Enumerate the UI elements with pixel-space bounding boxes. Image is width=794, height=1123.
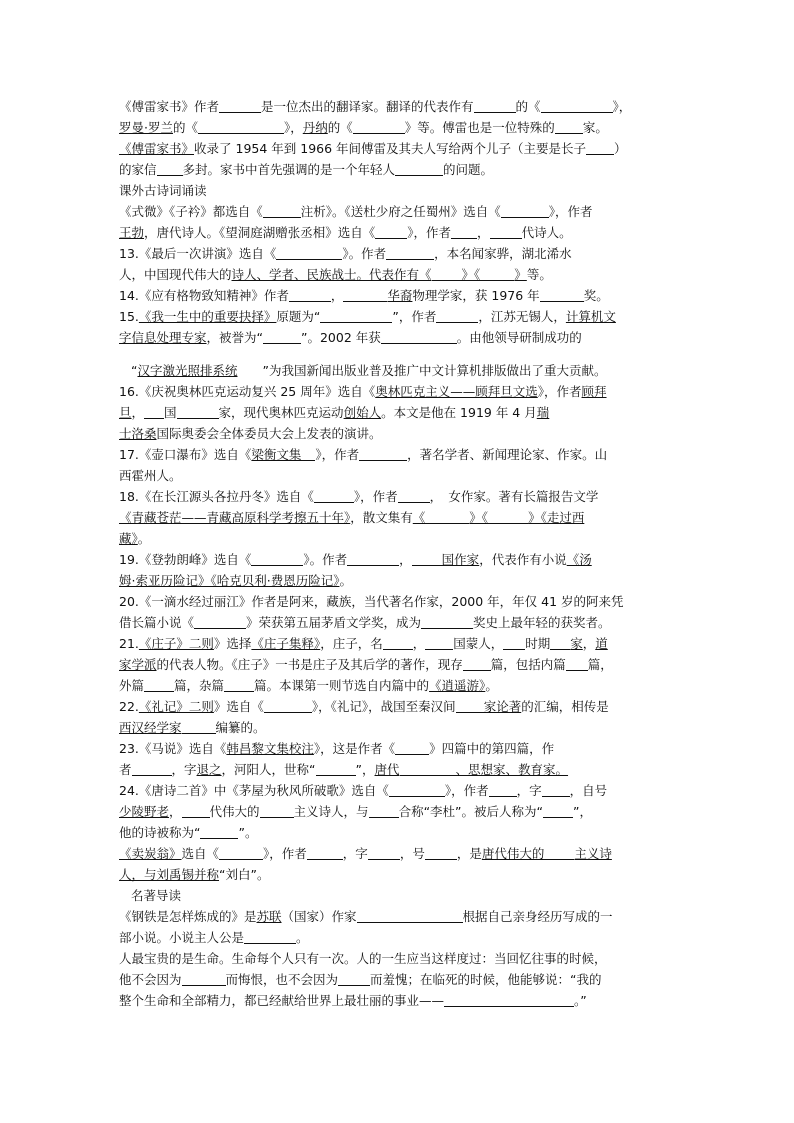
text-run: 人最宝贵的是生命。生命每个人只有一次。人的一生应当这样度过：当回忆往事的时候， — [119, 951, 607, 966]
fill-blank[interactable] — [540, 287, 584, 302]
text-run: 22. — [119, 699, 139, 714]
text-line — [119, 948, 679, 969]
underlined-text: 家论著 — [483, 699, 522, 714]
text-line — [119, 486, 679, 507]
underlined-text: 罗曼·罗兰 — [119, 120, 173, 135]
fill-blank[interactable] — [276, 245, 342, 260]
text-run: 。 — [296, 930, 309, 945]
underlined-text: 梁衡文集 — [251, 447, 302, 462]
text-run: 的《 — [172, 120, 198, 135]
underlined-text: 少陵野老 — [119, 804, 170, 819]
fill-blank[interactable] — [400, 761, 456, 776]
underlined-text: 创始人 — [343, 405, 382, 420]
underlined-text: 《逍遥游》 — [429, 678, 486, 693]
fill-blank[interactable] — [251, 551, 303, 566]
fill-blank[interactable] — [264, 698, 312, 713]
text-run: 16.《庆祝奥林匹克运动复兴 25 周年》选自《 — [119, 384, 376, 399]
text-run: ”。 — [238, 825, 258, 840]
document-body — [119, 96, 679, 1011]
underlined-text: 丹纳 — [302, 120, 328, 135]
text-run: 家，现代奥林匹克运动 — [218, 405, 344, 420]
text-run: ， — [412, 636, 426, 651]
underlined-text: 《我一生中的重要抉择》 — [138, 309, 277, 324]
fill-blank[interactable] — [200, 824, 238, 839]
text-run: 》，《礼记》，战国至秦汉间 — [311, 699, 456, 714]
text-run: 》，作者 — [537, 384, 582, 399]
text-run: 课外古诗词诵读 — [119, 183, 207, 198]
text-run: 的《 — [327, 120, 353, 135]
text-run: 》四篇中的第四篇，作 — [429, 741, 555, 756]
text-run: 多封。家书中首先强调的是一个年轻人 — [182, 162, 396, 177]
fill-blank[interactable] — [320, 308, 392, 323]
fill-blank[interactable] — [425, 635, 453, 650]
text-run: 篇，杂篇 — [174, 678, 225, 693]
fill-blank[interactable] — [544, 845, 574, 860]
text-run: 西霍州人。 — [119, 468, 182, 483]
fill-blank[interactable] — [289, 287, 331, 302]
text-run: 24.《唐诗二首》中《茅屋为秋风所破歌》选自《 — [119, 783, 389, 798]
text-line — [119, 927, 679, 948]
text-run: ， — [169, 804, 182, 819]
text-line — [119, 201, 679, 222]
fill-blank[interactable] — [144, 404, 164, 419]
fill-blank[interactable] — [182, 971, 226, 986]
text-run: 是一位杰出的翻译家。翻译的代表作有 — [261, 99, 474, 114]
text-run: ，是 — [456, 846, 482, 861]
underlined-text: 《庄子集释》 — [251, 636, 321, 651]
text-run: 21. — [119, 636, 139, 651]
text-run: 篇，包括内篇 — [490, 657, 566, 672]
text-run: 。 — [339, 573, 352, 588]
underlined-text: 道 — [595, 636, 608, 651]
text-run: ） — [614, 141, 627, 156]
underlined-text: 《青藏苍茫——青藏高原科学考擦五十年》 — [119, 510, 351, 525]
text-line — [119, 243, 679, 264]
text-run: ， 女作家。著有长篇报告文学 — [429, 489, 599, 504]
text-run: ，字 — [516, 783, 542, 798]
text-line — [119, 306, 679, 327]
fill-blank[interactable] — [425, 509, 469, 524]
fill-blank[interactable] — [307, 845, 343, 860]
text-run: 借长篇小说《 — [119, 615, 195, 630]
text-run: 》， — [284, 120, 303, 135]
text-line — [119, 381, 679, 402]
fill-blank[interactable] — [369, 803, 399, 818]
underlined-text: 士洛桑 — [119, 426, 157, 441]
text-run: 》等。傅雷也是一位特殊的 — [404, 120, 555, 135]
fill-blank[interactable] — [224, 677, 254, 692]
text-run: 篇。本课第一则节选自内篇中的 — [254, 678, 430, 693]
text-line — [119, 138, 679, 159]
text-run: 》选择 — [213, 636, 252, 651]
text-run: 《钢铁是怎样炼成的》是 — [119, 909, 257, 924]
text-run: 编纂的。 — [215, 720, 266, 735]
text-run: 》荣获第五届茅盾文学奖，成为 — [246, 615, 422, 630]
fill-blank[interactable] — [412, 551, 442, 566]
underlined-text: 瑞 — [536, 405, 550, 420]
text-line — [119, 402, 679, 423]
text-line — [119, 696, 679, 717]
underlined-text: 奥林匹克主义——顾拜旦文选 — [375, 384, 538, 399]
underlined-text: 家 — [570, 636, 583, 651]
text-run: ， — [477, 225, 490, 240]
text-line — [119, 738, 679, 759]
text-run: 18.《在长江源头各拉丹冬》选自《 — [119, 489, 314, 504]
text-run: ”， — [355, 762, 375, 777]
text-run: 根据自己亲身经历写成的一 — [462, 909, 613, 924]
underlined-text: 》《 — [469, 510, 489, 525]
fill-blank[interactable] — [503, 635, 525, 650]
text-line — [119, 801, 679, 822]
text-line — [119, 717, 679, 738]
fill-blank[interactable] — [383, 635, 413, 650]
text-line — [119, 180, 679, 201]
text-run: 奖史上最年轻的获奖者。 — [473, 615, 611, 630]
text-line — [119, 549, 679, 570]
text-line — [119, 906, 679, 927]
text-line — [119, 864, 679, 885]
text-run: ， — [330, 288, 344, 303]
text-line — [119, 465, 679, 486]
fill-blank[interactable] — [421, 614, 473, 629]
fill-blank[interactable] — [182, 719, 216, 734]
underlined-text: 字信息处理专家 — [119, 330, 207, 345]
text-line — [119, 264, 679, 285]
underlined-text: 王勃 — [119, 225, 145, 240]
text-line — [119, 528, 679, 549]
text-line — [119, 759, 679, 780]
text-run: 国 — [164, 405, 177, 420]
text-line — [119, 507, 679, 528]
text-line — [119, 843, 679, 864]
text-run: 等。 — [526, 267, 552, 282]
text-line — [119, 822, 679, 843]
text-run: ，河阳人，世称“ — [221, 762, 316, 777]
underlined-text: 家学派 — [119, 657, 157, 672]
fill-blank[interactable] — [490, 224, 522, 239]
fill-blank[interactable] — [357, 908, 463, 923]
text-line — [119, 633, 679, 654]
underlined-text: 《傅雷家书》 — [119, 141, 195, 156]
text-run: 代诗人。 — [521, 225, 572, 240]
text-run: 而悔恨，也不会因为 — [225, 972, 339, 987]
fill-blank[interactable] — [444, 992, 574, 1007]
underlined-text: 人，与刘禹锡并称 — [119, 867, 220, 882]
text-run: 收录了 1954 年到 1966 年间傅雷及其夫人写给两个儿子（主要是长子 — [194, 141, 587, 156]
text-line — [119, 654, 679, 675]
fill-blank[interactable] — [244, 929, 296, 944]
text-run: ，散文集有 — [350, 510, 413, 525]
fill-blank[interactable] — [260, 803, 294, 818]
fill-blank[interactable] — [338, 971, 370, 986]
text-run: 家。 — [582, 120, 608, 135]
fill-blank[interactable] — [489, 782, 517, 797]
text-run: 》，作者 — [353, 489, 398, 504]
text-run: ，字 — [342, 846, 368, 861]
text-run: 外篇 — [119, 678, 145, 693]
text-run: 国际奥委会全体委员大会上发表的演讲。 — [156, 426, 382, 441]
text-run: 13.《最后一次讲演》选自《 — [119, 246, 277, 261]
fill-blank[interactable] — [198, 119, 284, 134]
fill-blank[interactable] — [316, 761, 356, 776]
fill-blank[interactable] — [353, 119, 405, 134]
text-run: ，号 — [399, 846, 425, 861]
text-run: ， — [131, 405, 145, 420]
underlined-text: 姆·索亚历险记》《哈克贝利·费恩历险记》 — [119, 573, 340, 588]
fill-blank[interactable] — [386, 245, 434, 260]
text-run: 15. — [119, 309, 139, 324]
fill-blank[interactable] — [566, 656, 588, 671]
text-run: 国蒙人， — [453, 636, 504, 651]
fill-blank[interactable] — [347, 551, 399, 566]
underlined-text: 诗人、学者、民族战士。代表作有《 — [231, 267, 432, 282]
text-run: 的汇编，相传是 — [521, 699, 609, 714]
text-run: ”为我国新闻出版业普及推广中文计算机排版做出了重大贡献。 — [237, 363, 607, 378]
fill-blank[interactable] — [395, 740, 429, 755]
fill-blank[interactable] — [375, 224, 407, 239]
fill-blank[interactable] — [451, 224, 477, 239]
underlined-text: 藏》 — [119, 531, 138, 546]
text-run: “刘白”。 — [219, 867, 270, 882]
text-run: 物理学家，获 1976 年 — [412, 288, 540, 303]
text-run: 篇， — [587, 657, 613, 672]
text-run: 》，作者 — [315, 447, 360, 462]
text-run: 名著导读 — [131, 888, 182, 903]
text-run: （国家）作家 — [281, 909, 357, 924]
underlined-text: 《礼记》二则 — [138, 699, 214, 714]
underlined-text: 唐代 — [374, 762, 400, 777]
text-run: ，字 — [171, 762, 197, 777]
underlined-text: 》《 — [461, 267, 481, 282]
fill-blank[interactable] — [132, 761, 172, 776]
text-run: 14.《应有格物致知精神》作者 — [119, 288, 289, 303]
text-run: 》， — [612, 99, 632, 114]
text-run: 主义诗人，与 — [293, 804, 369, 819]
text-line — [119, 612, 679, 633]
text-run: 整个生命和全部精力，都已经献给世界上最壮丽的事业—— — [119, 993, 445, 1008]
fill-blank[interactable] — [359, 446, 407, 461]
text-line — [119, 969, 679, 990]
underlined-text: 顾拜 — [581, 384, 607, 399]
text-run: 注析》。《送杜少府之任蜀州》选自《 — [300, 204, 501, 219]
text-line — [119, 285, 679, 306]
text-run: 奖。 — [583, 288, 609, 303]
underlined-text: 华裔 — [387, 288, 413, 303]
fill-blank[interactable] — [488, 509, 528, 524]
underlined-text: 苏联 — [256, 909, 282, 924]
text-run: ”。2002 年获 — [301, 330, 381, 345]
fill-blank[interactable] — [480, 266, 514, 281]
fill-blank[interactable] — [314, 488, 354, 503]
fill-blank[interactable] — [586, 140, 614, 155]
underlined-text: 计算机文 — [565, 309, 616, 324]
text-run: ，唐代诗人。《望洞庭湖赠张丞相》选自《 — [144, 225, 376, 240]
underlined-text: 《卖炭翁》 — [119, 846, 182, 861]
fill-blank[interactable] — [381, 329, 457, 344]
text-line — [119, 990, 679, 1011]
text-run: ”， — [573, 804, 592, 819]
fill-blank[interactable] — [157, 161, 183, 176]
fill-blank[interactable] — [456, 698, 484, 713]
text-run: 代伟大的 — [209, 804, 260, 819]
text-run: 者 — [119, 762, 132, 777]
fill-blank[interactable] — [395, 161, 443, 176]
text-run: 》，作者 — [444, 783, 489, 798]
text-line — [119, 444, 679, 465]
underlined-text: 西汉经学家 — [119, 720, 182, 735]
fill-blank[interactable] — [263, 203, 301, 218]
fill-blank[interactable] — [343, 287, 387, 302]
underlined-text: 韩昌黎文集校注 — [226, 741, 314, 756]
fill-blank[interactable] — [542, 782, 570, 797]
underlined-text: 》 — [514, 267, 527, 282]
text-run: ，庄子，名 — [320, 636, 383, 651]
fill-blank[interactable] — [219, 98, 261, 113]
fill-blank[interactable] — [182, 803, 210, 818]
text-run: ，被誉为“ — [206, 330, 263, 345]
text-run: 。” — [574, 993, 587, 1008]
fill-blank[interactable] — [263, 329, 301, 344]
fill-blank[interactable] — [555, 119, 583, 134]
text-line — [119, 327, 679, 348]
underlined-text: 退之 — [196, 762, 222, 777]
text-run: 》，作者 — [263, 846, 307, 861]
text-line — [119, 780, 679, 801]
text-run: 《傅雷家书》作者 — [119, 99, 220, 114]
text-run: 。 — [485, 678, 498, 693]
text-run: “ — [131, 363, 138, 378]
text-run: 》。作者 — [303, 552, 348, 567]
fill-blank[interactable] — [474, 98, 516, 113]
text-run: ，著名学者、新闻理论家、作家。山 — [407, 447, 608, 462]
fill-blank[interactable] — [425, 845, 457, 860]
fill-blank[interactable] — [301, 446, 315, 461]
text-line — [119, 423, 679, 444]
fill-blank[interactable] — [550, 635, 570, 650]
text-run: 合称“李杜”。被后人称为“ — [398, 804, 543, 819]
fill-blank[interactable] — [541, 98, 613, 113]
text-run: 23.《马说》选自《 — [119, 741, 227, 756]
text-run: 选自《 — [181, 846, 220, 861]
underlined-text: 唐代伟大的 — [481, 846, 545, 861]
text-run: 。 — [137, 531, 151, 546]
text-line — [119, 348, 679, 360]
text-run: 而羞愧；在临死的时候，他能够说：“我的 — [370, 972, 602, 987]
text-run: ，本名闻家骅，湖北浠水 — [434, 246, 572, 261]
text-run: ，自号 — [569, 783, 608, 798]
text-line — [119, 591, 679, 612]
text-run: 。本文是他在 1919 年 4 月 — [381, 405, 537, 420]
fill-blank[interactable] — [543, 803, 573, 818]
text-run: 》，作者 — [407, 225, 452, 240]
text-run: 17.《壶口瀑布》选自《 — [119, 447, 252, 462]
underlined-text: 主义诗 — [574, 846, 612, 861]
text-run: ，代表作有小说 — [479, 552, 567, 567]
fill-blank[interactable] — [398, 488, 430, 503]
underlined-text: 、思想家、教育家。 — [455, 762, 569, 777]
fill-blank[interactable] — [436, 308, 478, 323]
fill-blank[interactable] — [144, 677, 174, 692]
fill-blank[interactable] — [463, 656, 491, 671]
text-run: 他的诗被称为“ — [119, 825, 201, 840]
text-line — [119, 885, 679, 906]
text-run: 19.《登勃朗峰》选自《 — [119, 552, 252, 567]
fill-blank[interactable] — [389, 782, 445, 797]
text-run: ， — [582, 636, 596, 651]
text-line — [119, 222, 679, 243]
text-run: 的家信 — [119, 162, 157, 177]
underlined-text: 》《走过西 — [528, 510, 585, 525]
underlined-text: 《庄子》二则 — [138, 636, 214, 651]
text-line — [119, 117, 679, 138]
text-run: 》选自《 — [213, 699, 264, 714]
fill-blank[interactable] — [194, 614, 246, 629]
text-run: 》。作者 — [342, 246, 387, 261]
fill-blank[interactable] — [219, 845, 263, 860]
underlined-text: 汉字激光照排系统 — [137, 363, 238, 378]
text-line — [119, 360, 679, 381]
underlined-text: 国作家 — [441, 552, 480, 567]
text-run: 他不会因为 — [119, 972, 182, 987]
text-run: ，江苏无锡人， — [478, 309, 566, 324]
text-run: 的代表人物。《庄子》一书是庄子及其后学的著作，现存 — [156, 657, 463, 672]
text-run: 的《 — [515, 99, 541, 114]
fill-blank[interactable] — [368, 845, 400, 860]
text-run: 》，作者 — [548, 204, 593, 219]
text-run: 》，这是作者《 — [313, 741, 396, 756]
text-run: 。由他领导研制成功的 — [456, 330, 582, 345]
underlined-text: 《 — [412, 510, 426, 525]
fill-blank[interactable] — [177, 404, 219, 419]
text-line — [119, 96, 679, 117]
text-line — [119, 159, 679, 180]
fill-blank[interactable] — [432, 266, 462, 281]
text-run: 20.《一滴水经过丽江》作者是阿来，藏族，当代著名作家，2000 年，年仅 41 岁的阿来凭 — [119, 594, 624, 609]
text-run: 原题为“ — [276, 309, 321, 324]
text-run: ， — [399, 552, 412, 567]
fill-blank[interactable] — [501, 203, 549, 218]
text-run: 《式微》《子衿》都选自《 — [119, 204, 263, 219]
text-run: 时期 — [525, 636, 551, 651]
text-line — [119, 675, 679, 696]
text-run: 的问题。 — [443, 162, 494, 177]
underlined-text: 《汤 — [566, 552, 592, 567]
text-run: 人，中国现代伟大的 — [119, 267, 232, 282]
text-run: ”，作者 — [392, 309, 437, 324]
underlined-text: 旦 — [119, 405, 132, 420]
text-line — [119, 570, 679, 591]
text-run: 部小说。小说主人公是 — [119, 930, 245, 945]
